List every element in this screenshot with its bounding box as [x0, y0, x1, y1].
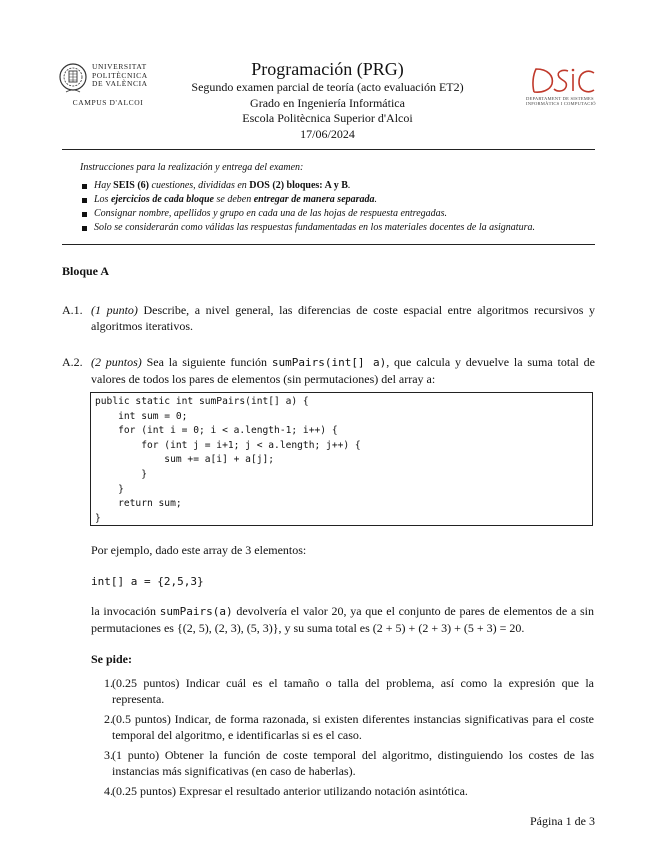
- code-listing: [90, 392, 593, 526]
- example-code: int[] a = {2,5,3}: [91, 575, 204, 588]
- example-explanation: la invocación sumPairs(a) devolvería el valor 20, ya que el conjunto de pares de elementos de a sin permutaciones es {(2, 5), (2, 3), (5, 3)}, y su suma total es (2 + 5) + (2 + 3) + (5 + 3) = 20.: [91, 604, 595, 635]
- dsic-logo: [526, 66, 598, 112]
- list-item: Los ejercicios de cada bloque se deben entregar de manera separada.: [80, 193, 600, 207]
- block-title: Bloque A: [62, 264, 110, 278]
- example-intro: Por ejemplo, dado este array de 3 elementos:: [91, 543, 307, 557]
- exam-header: [140, 58, 515, 142]
- list-item: Hay SEIS (6) cuestiones, divididas en DOS (2) bloques: A y B.: [80, 179, 600, 193]
- list-item: 2. (0.5 puntos) Indicar, de forma razonada, si existen diferentes instancias significativas para el coste temporal del algoritmo, e identificarlas si es el caso.: [104, 712, 594, 742]
- instructions-divider: [62, 244, 595, 245]
- code-block: public static int sumPairs(int[] a) { int sum = 0; for (int i = 0; i < a.length-1; i++) { for (int j = i+1; j < a.length; j++) { sum += a[i] + a[j]; } } return sum; }: [95, 396, 361, 524]
- question-text: Describe, a nivel general, las diferencias de coste espacial entre algoritmos recursivos y algoritmos iterativos.: [91, 303, 596, 333]
- university-seal-icon: [58, 62, 88, 96]
- campus-name: CAMPUS D'ALCOI: [72, 98, 144, 107]
- inline-code: sumPairs(a): [159, 605, 233, 618]
- list-item: 1. (0.25 puntos) Indicar cuál es el tamaño o talla del problema, así como la expresión que la representa.: [104, 676, 594, 706]
- question-a2: A.2. (2 puntos) Sea la siguiente función sumPairs(int[] a), que calcula y devuelve la suma total de valores de todos los pares de elementos (sin permutaciones) del array a:: [62, 355, 595, 386]
- instructions-list: [80, 179, 600, 235]
- question-points: (2 puntos): [91, 355, 142, 369]
- header-divider: [62, 149, 595, 150]
- dsic-department-name: DEPARTAMENT DE SISTEMES INFORMÀTICS I COMPUTACIÓ: [526, 96, 596, 107]
- question-number: A.1.: [62, 303, 83, 317]
- list-item: Solo se considerarán como válidas las respuestas fundamentadas en los materiales docentes de la asignatura.: [80, 221, 600, 235]
- page-title: Programación (PRG): [251, 59, 404, 79]
- exam-date: 17/06/2024: [300, 126, 355, 141]
- instructions-section: [80, 161, 600, 235]
- question-points: (1 punto): [91, 303, 138, 317]
- question-a1: [62, 302, 595, 334]
- list-item: 3. (1 punto) Obtener la función de coste temporal del algoritmo, distinguiendo los costes de las instancias más significativas (en caso de haberlas).: [104, 748, 594, 778]
- university-name: UNIVERSITAT POLITÈCNICA DE VALÈNCIA: [92, 62, 148, 88]
- tasks-heading: Se pide:: [91, 652, 133, 666]
- list-item: 4. (0.25 puntos) Expresar el resultado anterior utilizando notación asintótica.: [104, 784, 468, 798]
- exam-subtitle: Segundo examen parcial de teoría (acto evaluación ET2): [191, 80, 464, 94]
- inline-code: sumPairs(int[] a): [271, 356, 387, 369]
- instructions-heading: Instrucciones para la realización y entrega del examen:: [80, 162, 304, 173]
- page-number: Página 1 de 3: [530, 814, 595, 828]
- dsic-logo-icon: [528, 66, 596, 96]
- tasks-list: [91, 675, 594, 803]
- degree-name: Grado en Ingeniería Informática: [250, 95, 405, 110]
- list-item: Consignar nombre, apellidos y grupo en cada una de las hojas de respuesta entregadas.: [80, 207, 600, 221]
- school-name: Escola Politècnica Superior d'Alcoi: [242, 111, 413, 125]
- question-number: A.2.: [62, 355, 83, 369]
